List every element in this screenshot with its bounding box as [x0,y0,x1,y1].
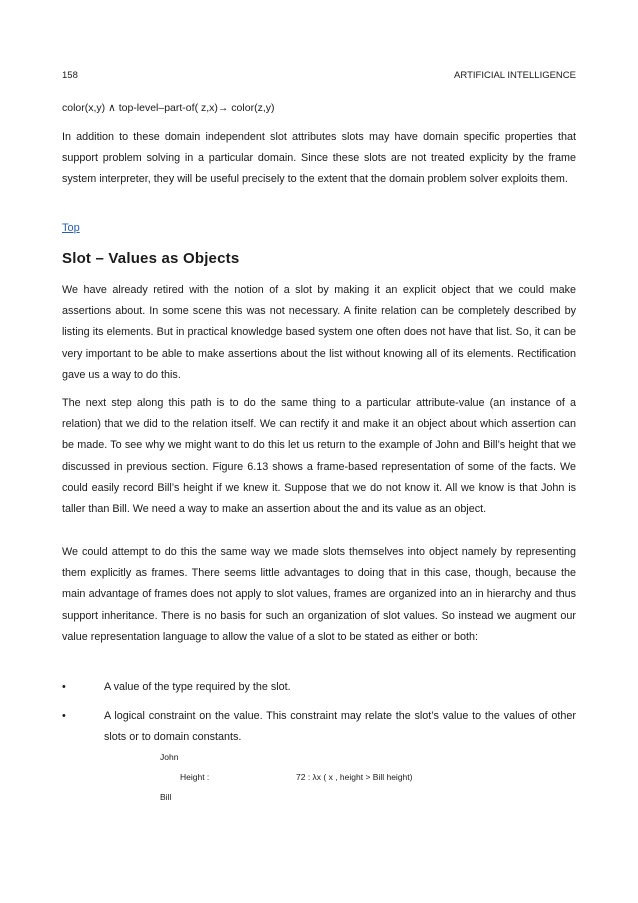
bullet-mark: • [62,681,66,693]
bullet-mark: • [62,710,66,722]
section-heading: Slot – Values as Objects [62,250,240,267]
bullet-text: A value of the type required by the slot. [104,681,291,693]
paragraph-1: We have already retired with the notion of a slot by making it an explicit object that we could make assertions about. In some scene this was not necessary. A finite relation can be completely described by listing its elements. But in practical knowledge based system one often does not have that list. So, it can be very important to be able to make assertions about the list without knowing all of its elements. Rectification gave us a way to do this. [62,284,576,381]
frame-bill: Bill [160,792,172,802]
frame-height-value: 72 : λx ( x , height > Bill height) [296,772,413,782]
page-number: 158 [62,70,78,81]
bullet-item-2 [62,706,576,748]
top-link[interactable]: Top [62,222,80,234]
paragraph-3: We could attempt to do this the same way we made slots themselves into object namely by representing them explicitly as frames. There seems little advantages to doing that in this case, though, because the main advantage of frames does not apply to slot values, frames are organized into an in hierarchy and thus support inheritance. There is no basis for such an organization of slot values. So instead we augment our value representation language to allow the value of a slot to be stated as either or both: [62,546,576,643]
bullet-item-1 [62,677,576,698]
paragraph-2: The next step along this path is to do the same thing to a particular attribute-value (an instance of a relation) that we did to the relation itself. We can rectify it and make it an object about which assertion can be made. To see why we might want to do this let us return to the example of John and Bill’s height that we discussed in previous section. Figure 6.13 shows a frame-based representation of some of the facts. We could easily record Bill’s height if we knew it. Suppose that we do not know it. All we know is that John is taller than Bill. We need a way to make an assertion about the and its value as an object. [62,397,576,516]
frame-john: John [160,752,179,762]
intro-paragraph: In addition to these domain independent slot attributes slots may have domain specific properties that support problem solving in a particular domain. Since these slots are not treated explicity by the frame system interpreter, they will be useful precisely to the extent that the domain problem solver exploits them. [62,131,576,186]
formula-line: color(x,y) ∧ top-level–part-of( z,x)→ color(z,y) [62,102,275,114]
frame-height-label: Height : [180,772,210,782]
bullet-text: A logical constraint on the value. This constraint may relate the slot’s value to the values of other slots or to domain constants. [104,710,576,744]
running-title: ARTIFICIAL INTELLIGENCE [454,70,576,81]
